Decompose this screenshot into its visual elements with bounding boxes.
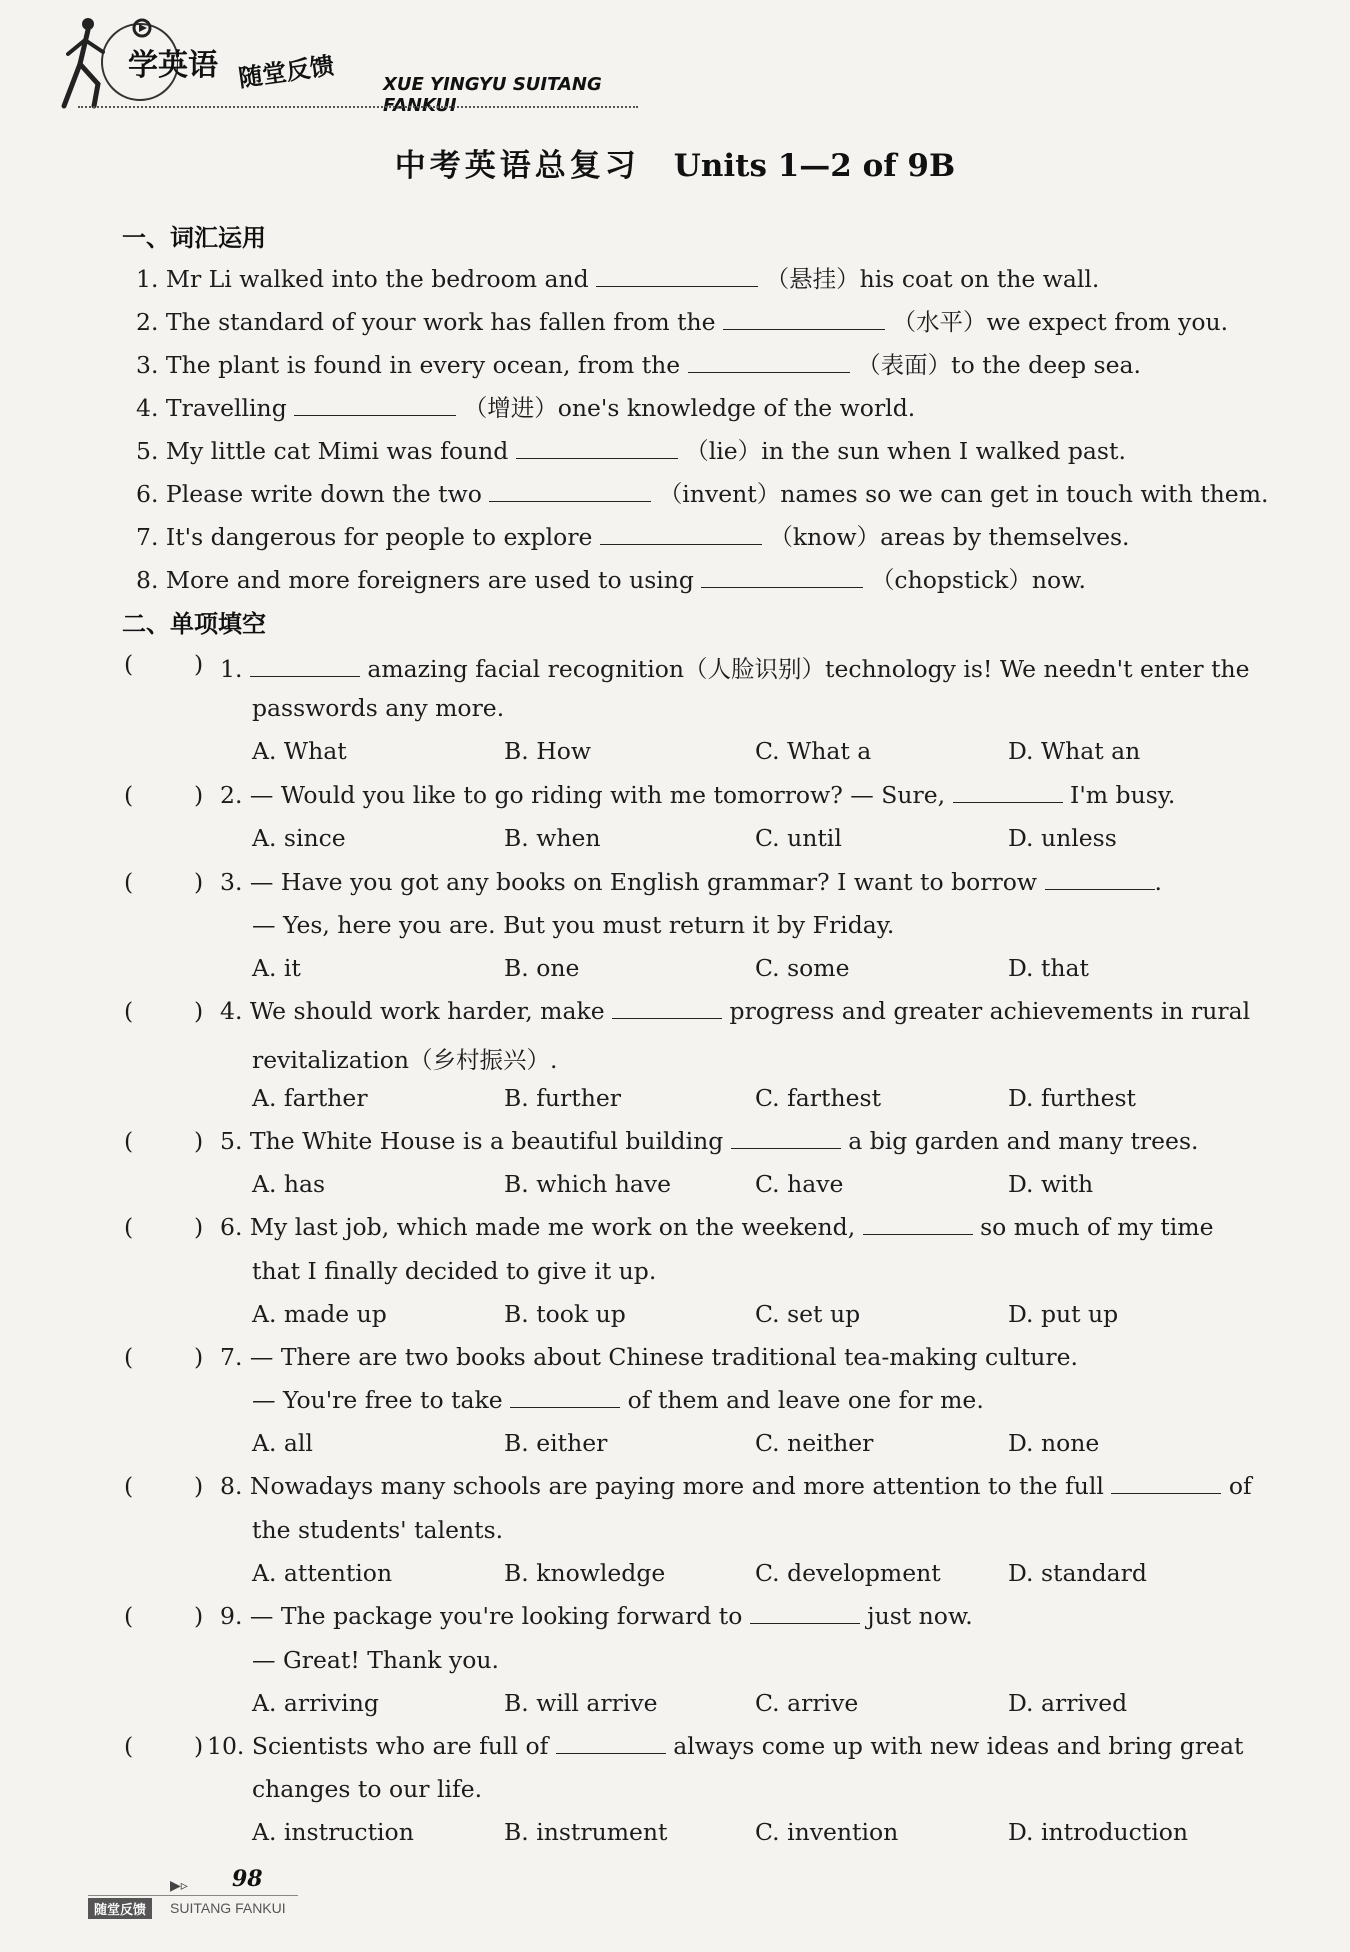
question-number: 10. [207,1732,245,1760]
answer-blank[interactable] [688,352,850,373]
option-a[interactable]: A. attention [252,1559,393,1587]
option-b[interactable]: B. when [504,824,601,852]
question-number: 5. [220,1127,243,1155]
question-text: — There are two books about Chinese traditional tea-making culture. [249,1343,1078,1371]
question-text: — You're free to take [252,1386,511,1414]
answer-blank[interactable] [731,1128,841,1149]
answer-blank[interactable] [516,438,678,459]
answer-paren-close: ) [194,1602,204,1630]
mc-question-1-line1 [220,650,1250,684]
item-hint: （lie） [685,437,762,465]
mc-question-7-line1 [220,1343,1078,1371]
question-text: — Have you got any books on English grammar? I want to borrow [249,868,1045,896]
mc-question-8-line1 [220,1472,1252,1500]
option-d[interactable]: D. put up [1008,1300,1119,1328]
vocab-item-3 [136,346,1141,380]
item-number: 7. [136,523,159,551]
item-number: 1. [136,265,159,293]
question-number: 4. [220,997,243,1025]
item-text: My little cat Mimi was found [165,437,516,465]
question-text: progress and greater achievements in rural [722,997,1251,1025]
item-text: Mr Li walked into the bedroom and [165,265,597,293]
option-a[interactable]: A. instruction [252,1818,414,1846]
header-title: 学英语 [128,48,218,83]
answer-paren-open: ( [124,1127,134,1155]
mc-question-8-line2: the students' talents. [252,1516,504,1544]
option-b[interactable]: B. instrument [504,1818,668,1846]
item-number: 8. [136,566,159,594]
question-text: . [1154,868,1162,896]
option-b[interactable]: B. further [504,1084,621,1112]
answer-blank[interactable] [600,524,762,545]
answer-blank[interactable] [596,266,758,287]
option-b[interactable]: B. one [504,954,580,982]
option-c[interactable]: C. invention [755,1818,899,1846]
section-multiple-choice-heading: 二、单项填空 [122,610,266,638]
answer-blank[interactable] [250,656,360,677]
question-number: 3. [220,868,243,896]
item-text: The plant is found in every ocean, from the [165,351,688,379]
item-text: Please write down the two [165,480,490,508]
question-number: 9. [220,1602,243,1630]
option-a[interactable]: A. made up [252,1300,387,1328]
answer-blank[interactable] [510,1387,620,1408]
question-text: amazing facial recognition（人脸识别）technology is! We needn't enter the [359,655,1250,683]
answer-paren-close: ) [194,781,204,809]
answer-paren-open: ( [124,650,134,678]
mc-question-7-line2 [252,1386,984,1414]
item-text: to the deep sea. [951,351,1141,379]
item-number: 3. [136,351,159,379]
question-number: 7. [220,1343,243,1371]
item-text: now. [1031,566,1086,594]
answer-paren-close: ) [194,650,204,678]
question-text: I'm busy. [1062,781,1176,809]
question-number: 2. [220,781,243,809]
option-c[interactable]: C. arrive [755,1689,859,1717]
option-a[interactable]: A. all [252,1429,313,1457]
answer-paren-open: ( [124,1213,134,1241]
item-text: one's knowledge of the world. [557,394,916,422]
answer-slot-7[interactable] [140,1343,190,1373]
option-c[interactable]: C. set up [755,1300,861,1328]
option-b[interactable]: B. How [504,737,591,765]
mc-question-2-line1 [220,781,1175,809]
option-a[interactable]: A. it [252,954,301,982]
question-text: The White House is a beautiful building [249,1127,731,1155]
option-a[interactable]: A. farther [252,1084,368,1112]
question-text: We should work harder, make [249,997,613,1025]
answer-paren-close: ) [194,997,204,1025]
answer-paren-close: ) [194,1472,204,1500]
option-b[interactable]: B. will arrive [504,1689,658,1717]
vocab-item-8 [136,561,1086,595]
answer-paren-close: ) [194,1343,204,1371]
answer-paren-close: ) [194,1127,204,1155]
question-number: 6. [220,1213,243,1241]
question-text: Nowadays many schools are paying more and more attention to the full [249,1472,1112,1500]
item-text: More and more foreigners are used to using [165,566,702,594]
item-hint: （水平） [892,308,987,336]
item-text: areas by themselves. [880,523,1130,551]
footer-badge: 随堂反馈 [88,1898,152,1919]
answer-slot-1[interactable] [140,650,190,680]
vocab-item-2 [136,303,1228,337]
answer-slot-10[interactable] [140,1732,190,1762]
answer-paren-close: ) [194,868,204,896]
answer-blank[interactable] [863,1214,973,1235]
option-c[interactable]: C. have [755,1170,844,1198]
option-c[interactable]: C. some [755,954,850,982]
option-d[interactable]: D. furthest [1008,1084,1136,1112]
question-text: of [1221,1472,1252,1500]
header-divider [78,106,638,108]
answer-blank[interactable] [556,1733,666,1754]
answer-blank[interactable] [294,395,456,416]
option-a[interactable]: A. arriving [252,1689,379,1717]
option-c[interactable]: C. What a [755,737,872,765]
option-b[interactable]: B. took up [504,1300,626,1328]
answer-blank[interactable] [750,1603,860,1624]
item-text: Travelling [165,394,295,422]
item-text: names so we can get in touch with them. [780,480,1269,508]
answer-paren-open: ( [124,1602,134,1630]
item-text: It's dangerous for people to explore [165,523,600,551]
page-title-en: Units 1—2 of 9B [673,148,956,184]
section-vocabulary-heading: 一、词汇运用 [122,224,266,252]
item-number: 4. [136,394,159,422]
option-a[interactable]: A. since [252,824,346,852]
page-title-cn: 中考英语总复习 [394,148,640,184]
mc-question-10-line1 [207,1732,1243,1760]
item-number: 2. [136,308,159,336]
page-title [0,140,1350,185]
item-number: 6. [136,480,159,508]
item-hint: （know） [769,523,881,551]
option-d[interactable]: D. arrived [1008,1689,1128,1717]
mc-question-1-line2: passwords any more. [252,694,505,722]
option-c[interactable]: C. development [755,1559,941,1587]
answer-paren-open: ( [124,1472,134,1500]
answer-blank[interactable] [1111,1473,1221,1494]
vocab-item-4 [136,389,915,423]
question-number: 1. [220,655,243,683]
item-hint: （chopstick） [870,566,1032,594]
vocab-item-6 [136,475,1268,509]
answer-blank[interactable] [489,481,651,502]
question-text: Scientists who are full of [251,1732,556,1760]
option-d[interactable]: D. What an [1008,737,1141,765]
answer-paren-open: ( [124,868,134,896]
header-subtitle: 随堂反馈 [236,51,336,93]
item-hint: （悬挂） [765,265,860,293]
question-number: 8. [220,1472,243,1500]
option-d[interactable]: D. introduction [1008,1818,1189,1846]
mc-question-9-line2: — Great! Thank you. [252,1646,499,1674]
mc-question-3-line1 [220,868,1162,896]
option-d[interactable]: D. that [1008,954,1089,982]
item-text: his coat on the wall. [859,265,1100,293]
option-d[interactable]: D. none [1008,1429,1100,1457]
footer-divider [88,1895,298,1896]
option-c[interactable]: C. farthest [755,1084,882,1112]
answer-slot-5[interactable] [140,1127,190,1157]
option-a[interactable]: A. has [252,1170,326,1198]
answer-slot-4[interactable] [140,997,190,1027]
item-text: The standard of your work has fallen from the [165,308,724,336]
answer-slot-6[interactable] [140,1213,190,1243]
option-b[interactable]: B. either [504,1429,608,1457]
option-c[interactable]: C. neither [755,1429,874,1457]
answer-blank[interactable] [612,998,722,1019]
question-text: My last job, which made me work on the weekend, [249,1213,863,1241]
answer-paren-close: ) [194,1732,204,1760]
answer-slot-8[interactable] [140,1472,190,1502]
vocab-item-5 [136,432,1126,466]
answer-blank[interactable] [723,309,885,330]
header-pinyin: XUE YINGYU SUITANG FANKUI [383,74,602,116]
mc-question-6-line2: that I finally decided to give it up. [252,1257,657,1285]
question-text: a big garden and many trees. [840,1127,1199,1155]
option-c[interactable]: C. until [755,824,842,852]
option-b[interactable]: B. knowledge [504,1559,666,1587]
item-text: we expect from you. [986,308,1229,336]
answer-blank[interactable] [701,567,863,588]
question-text: just now. [859,1602,973,1630]
item-text: in the sun when I walked past. [761,437,1126,465]
page-header [58,14,678,114]
question-text: so much of my time [972,1213,1214,1241]
question-text: — The package you're looking forward to [249,1602,750,1630]
option-b[interactable]: B. which have [504,1170,672,1198]
answer-paren-open: ( [124,1732,134,1760]
item-hint: （增进） [463,394,558,422]
item-hint: （invent） [658,480,781,508]
mc-question-4-line2: revitalization（乡村振兴）. [252,1046,558,1074]
answer-slot-3[interactable] [140,868,190,898]
question-text: always come up with new ideas and bring great [665,1732,1244,1760]
answer-blank[interactable] [953,782,1063,803]
answer-paren-close: ) [194,1213,204,1241]
answer-paren-open: ( [124,997,134,1025]
answer-paren-open: ( [124,1343,134,1371]
item-number: 5. [136,437,159,465]
answer-slot-9[interactable] [140,1602,190,1632]
answer-slot-2[interactable] [140,781,190,811]
option-a[interactable]: A. What [252,737,347,765]
item-hint: （表面） [857,351,952,379]
mc-question-6-line1 [220,1213,1214,1241]
vocab-item-1 [136,260,1099,294]
page-number: 98 [232,1866,263,1892]
question-text: — Would you like to go riding with me tomorrow? — Sure, [249,781,953,809]
mc-question-5-line1 [220,1127,1198,1155]
answer-blank[interactable] [1045,869,1155,890]
page-arrows-icon: ▶▹ [170,1878,188,1894]
option-d[interactable]: D. standard [1008,1559,1147,1587]
footer-pinyin: SUITANG FANKUI [170,1900,286,1916]
mc-question-9-line1 [220,1602,973,1630]
answer-paren-open: ( [124,781,134,809]
mc-question-4-line1 [220,997,1250,1025]
option-d[interactable]: D. unless [1008,824,1117,852]
mc-question-3-line2: — Yes, here you are. But you must return it by Friday. [252,911,895,939]
question-text: of them and leave one for me. [620,1386,984,1414]
mc-question-10-line2: changes to our life. [252,1775,483,1803]
option-d[interactable]: D. with [1008,1170,1094,1198]
vocab-item-7 [136,518,1130,552]
